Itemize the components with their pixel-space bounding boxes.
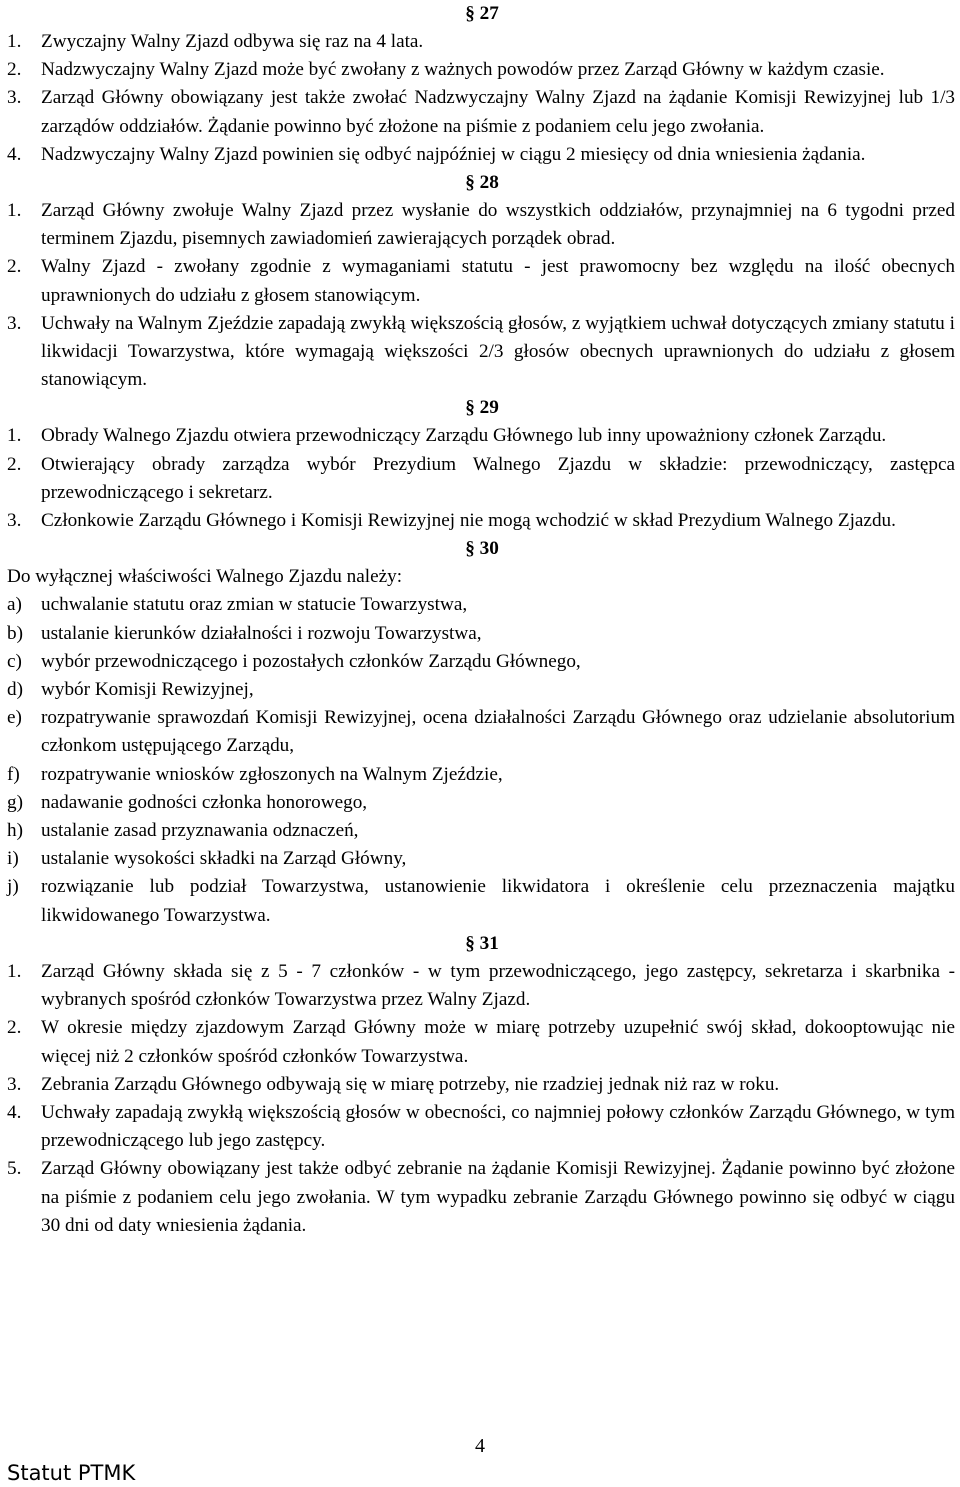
- item-number: h): [7, 820, 23, 842]
- item-text: rozpatrywanie sprawozdań Komisji Rewizyjnej, ocena działalności Zarządu Głównego oraz udzielanie absolutorium członkom ustępującego Zarządu,: [41, 707, 955, 757]
- list-item: [7, 620, 955, 648]
- section-heading: § 27: [465, 3, 499, 24]
- item-text: wybór przewodniczącego i pozostałych członków Zarządu Głównego,: [41, 650, 581, 672]
- item-text: Zarząd Główny składa się z 5 - 7 członków - w tym przewodniczącego, jego zastępcy, sekretarza i skarbnika - wybranych spośród członków Towarzystwa przez Walny Zjazd.: [41, 960, 955, 1011]
- list-item: [7, 873, 955, 929]
- list-item: [7, 253, 955, 309]
- section: [7, 0, 955, 169]
- list-item: [7, 310, 955, 395]
- item-text: Zarząd Główny obowiązany jest także zwołać Nadzwyczajny Walny Zjazd na żądanie Komisji Rewizyjnej lub 1/3 zarządów oddziałów. Żądanie powinno być złożone na piśmie z podaniem celu jego zwołania.: [41, 87, 955, 137]
- list-item: [7, 591, 955, 619]
- item-text: rozwiązanie lub podział Towarzystwa, ustanowienie likwidatora i określenie celu przeznaczenia majątku likwidowanego Towarzystwa.: [41, 876, 955, 926]
- item-number: 4.: [7, 143, 22, 165]
- document-body: [7, 0, 955, 1240]
- list-item: [7, 507, 955, 535]
- item-number: b): [7, 622, 23, 644]
- item-number: 4.: [7, 1101, 22, 1123]
- item-number: 2.: [7, 1017, 22, 1039]
- list-item: [7, 845, 955, 873]
- list-item: [7, 56, 955, 84]
- item-text: uchwalanie statutu oraz zmian w statucie Towarzystwa,: [41, 594, 468, 616]
- item-number: d): [7, 679, 23, 701]
- list-item: [7, 197, 955, 253]
- item-text: ustalanie wysokości składki na Zarząd Główny,: [41, 848, 407, 870]
- item-text: Nadzwyczajny Walny Zjazd powinien się odbyć najpóźniej w ciągu 2 miesięcy od dnia wniesienia żądania.: [41, 143, 866, 165]
- section: [7, 930, 955, 1240]
- item-number: 3.: [7, 1073, 22, 1095]
- item-text: W okresie między zjazdowym Zarząd Główny może w miarę potrzeby uzupełnić swój skład, dokooptowując nie więcej niż 2 członków spośród członków Towarzystwa.: [41, 1017, 955, 1067]
- item-number: 2.: [7, 256, 22, 278]
- item-text: Walny Zjazd - zwołany zgodnie z wymaganiami statutu - jest prawomocny bez względu na ilość obecnych uprawnionych do udziału z głosem stanowiącym.: [41, 256, 955, 306]
- item-number: 1.: [7, 960, 22, 982]
- list-item: [7, 648, 955, 676]
- item-text: Otwierający obrady zarządza wybór Prezydium Walnego Zjazdu w składzie: przewodniczący, zastępca przewodniczącego i sekretarz.: [41, 453, 955, 503]
- item-text: nadawanie godności członka honorowego,: [41, 791, 368, 813]
- item-number: 3.: [7, 312, 22, 334]
- item-number: g): [7, 791, 23, 813]
- item-number: 1.: [7, 425, 22, 447]
- item-text: Nadzwyczajny Walny Zjazd może być zwołany z ważnych powodów przez Zarząd Główny w każdym czasie.: [41, 59, 885, 81]
- item-number: f): [7, 763, 20, 785]
- item-text: Uchwały na Walnym Zjeździe zapadają zwykłą większością głosów, z wyjątkiem uchwał dotyczących zmiany statutu i likwidacji Towarzystwa, które wymagają większości 2/3 głosów obecnych uprawnionych do udziału z głosem stanowiącym.: [41, 312, 955, 391]
- item-number: 3.: [7, 87, 22, 109]
- item-number: c): [7, 650, 22, 672]
- section-heading: § 28: [465, 172, 499, 194]
- item-number: 2.: [7, 59, 22, 81]
- item-number: 1.: [7, 200, 22, 222]
- item-number: 3.: [7, 510, 22, 532]
- list-item: [7, 704, 955, 760]
- item-text: Zwyczajny Walny Zjazd odbywa się raz na 4 lata.: [41, 31, 424, 52]
- section: [7, 535, 955, 930]
- list-item: [7, 1014, 955, 1070]
- list-item: [7, 84, 955, 140]
- item-text: Uchwały zapadają zwykłą większością głosów w obecności, co najmniej połowy członków Zarządu Głównego, w tym przewodniczącego lub jego zastępcy.: [41, 1101, 955, 1152]
- item-number: a): [7, 594, 22, 616]
- item-text: Członkowie Zarządu Głównego i Komisji Rewizyjnej nie mogą wchodzić w skład Prezydium Walnego Zjazdu.: [41, 510, 896, 532]
- section: [7, 394, 955, 535]
- section-heading: § 31: [465, 932, 499, 954]
- list-item: [7, 451, 955, 507]
- list-item: [7, 28, 955, 56]
- list-item: [7, 676, 955, 704]
- list-item: [7, 761, 955, 789]
- item-number: i): [7, 848, 19, 870]
- item-number: 2.: [7, 453, 22, 475]
- item-number: j): [7, 876, 19, 898]
- item-text: ustalanie kierunków działalności i rozwoju Towarzystwa,: [41, 622, 482, 644]
- section: [7, 169, 955, 394]
- section-intro: Do wyłącznej właściwości Walnego Zjazdu należy:: [7, 566, 403, 588]
- item-text: Zarząd Główny obowiązany jest także odbyć zebranie na żądanie Komisji Rewizyjnej. Żądanie powinno być złożone na piśmie z podaniem celu jego zwołania. W tym wypadku zebranie Zarządu Głównego powinno się odbyć w ciągu 30 dni od daty wniesienia żądania.: [41, 1158, 955, 1236]
- item-number: 1.: [7, 31, 22, 52]
- page-number: 4: [475, 1435, 485, 1457]
- item-text: Obrady Walnego Zjazdu otwiera przewodniczący Zarządu Głównego lub inny upoważniony członek Zarządu.: [41, 425, 887, 447]
- list-item: [7, 817, 955, 845]
- section-heading: § 30: [465, 538, 499, 560]
- item-text: Zarząd Główny zwołuje Walny Zjazd przez wysłanie do wszystkich oddziałów, przynajmniej na 6 tygodni przed terminem Zjazdu, pisemnych zawiadomień zawierających porządek obrad.: [41, 200, 955, 250]
- item-text: wybór Komisji Rewizyjnej,: [41, 679, 254, 701]
- list-item: [7, 1155, 955, 1240]
- list-item: [7, 422, 955, 450]
- item-text: rozpatrywanie wniosków zgłoszonych na Walnym Zjeździe,: [41, 763, 503, 785]
- footer-title: Statut PTMK: [7, 1461, 136, 1485]
- item-text: Zebrania Zarządu Głównego odbywają się w miarę potrzeby, nie rzadziej jednak niż raz w roku.: [41, 1073, 780, 1095]
- item-text: ustalanie zasad przyznawania odznaczeń,: [41, 820, 359, 842]
- list-item: [7, 1071, 955, 1099]
- list-item: [7, 958, 955, 1014]
- section-heading: § 29: [465, 397, 499, 419]
- item-number: 5.: [7, 1158, 22, 1180]
- list-item: [7, 1099, 955, 1155]
- list-item: [7, 141, 955, 169]
- list-item: [7, 789, 955, 817]
- item-number: e): [7, 707, 22, 729]
